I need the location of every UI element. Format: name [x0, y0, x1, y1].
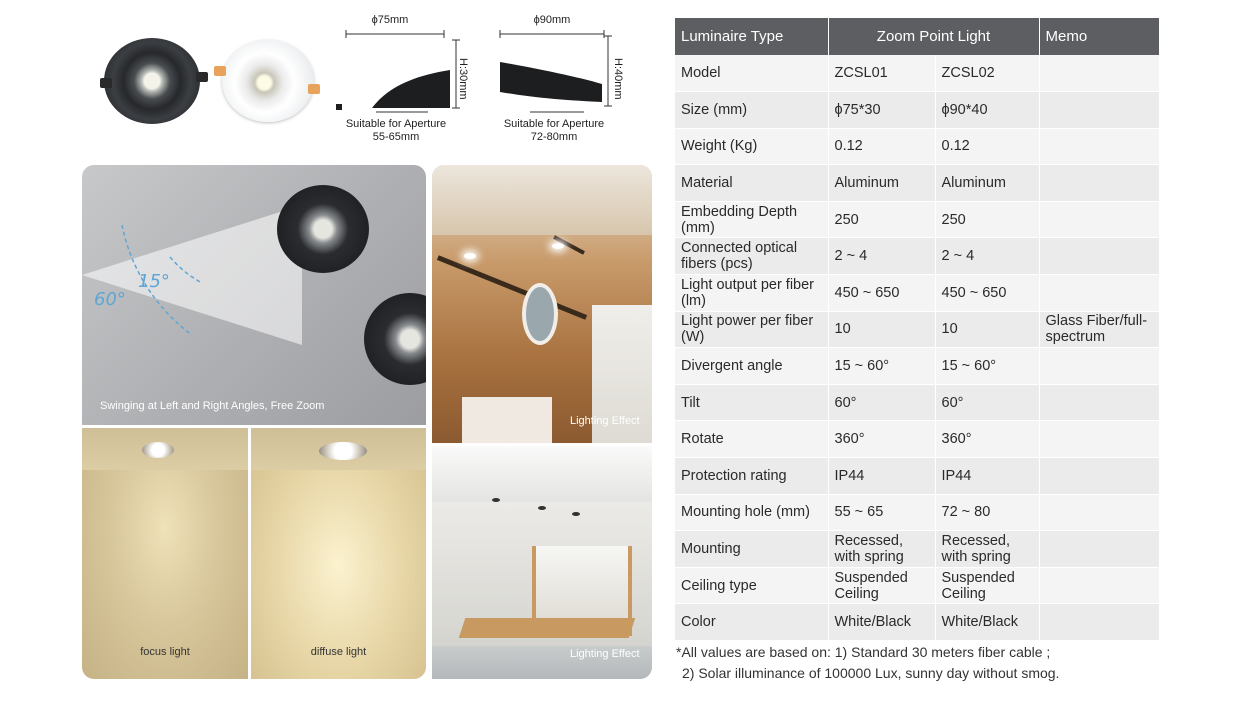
header-memo: Memo — [1039, 18, 1159, 55]
row-label: Color — [675, 604, 828, 641]
angle-60-label: 60° — [94, 289, 126, 310]
table-row — [675, 348, 1159, 385]
large-aperture-text — [492, 118, 616, 144]
wall-lighting-photo — [432, 165, 652, 443]
table-row — [675, 238, 1159, 275]
zcsl02-value: White/Black — [935, 604, 1039, 641]
row-label: Mounting hole (mm) — [675, 494, 828, 531]
small-aperture-label: Suitable for Aperture — [345, 118, 447, 130]
ceiling-spot — [572, 512, 580, 516]
zcsl02-value: 250 — [935, 201, 1039, 238]
footnote-line-2: 2) Solar illuminance of 100000 Lux, sunny day without smog. — [682, 665, 1060, 681]
row-label: Divergent angle — [675, 348, 828, 385]
white-downlight-image — [222, 40, 314, 122]
swing-angle-photo — [82, 165, 426, 425]
swing-caption: Swinging at Left and Right Angles, Free Zoom — [100, 400, 325, 412]
zcsl01-value: 10 — [828, 311, 935, 348]
zcsl02-value: 60° — [935, 384, 1039, 421]
memo-value — [1039, 201, 1159, 238]
zcsl02-value: Aluminum — [935, 165, 1039, 202]
table-row — [675, 494, 1159, 531]
zcsl02-value: IP44 — [935, 458, 1039, 495]
table-row — [675, 275, 1159, 312]
memo-value — [1039, 128, 1159, 165]
zcsl01-value: 450 ~ 650 — [828, 275, 935, 312]
memo-value — [1039, 494, 1159, 531]
table-row — [675, 201, 1159, 238]
row-label: Embedding Depth (mm) — [675, 201, 828, 238]
footnote-line-1: *All values are based on: 1) Standard 30 meters fiber cable ; — [676, 644, 1051, 660]
diffuse-caption: diffuse light — [310, 646, 367, 658]
row-label: Size (mm) — [675, 92, 828, 129]
table-row — [675, 311, 1159, 348]
memo-value: Glass Fiber/full-spectrum — [1039, 311, 1159, 348]
zcsl01-value: 2 ~ 4 — [828, 238, 935, 275]
zcsl01-value: 15 ~ 60° — [828, 348, 935, 385]
memo-value — [1039, 531, 1159, 568]
small-diameter-label: ϕ75mm — [371, 14, 409, 26]
table-row — [675, 421, 1159, 458]
zcsl01-value: IP44 — [828, 458, 935, 495]
white-spring-clip — [308, 84, 320, 94]
header-zoom-point-light: Zoom Point Light — [828, 18, 1039, 55]
ceiling-spot — [538, 506, 546, 510]
ceiling — [432, 165, 652, 235]
diffuse-light-photo — [251, 428, 426, 679]
zcsl01-value: ZCSL01 — [828, 55, 935, 92]
kitchen-caption: Lighting Effect — [570, 648, 640, 660]
table-row — [675, 604, 1159, 641]
spec-table — [675, 18, 1160, 641]
angle-arcs — [82, 165, 426, 425]
table-row — [675, 92, 1159, 129]
zcsl01-value: 360° — [828, 421, 935, 458]
focus-light-photo — [82, 428, 248, 679]
round-mirror — [522, 283, 558, 345]
memo-value — [1039, 55, 1159, 92]
zcsl01-value: White/Black — [828, 604, 935, 641]
spot-light — [464, 253, 476, 259]
black-spring-clip — [100, 78, 112, 88]
zcsl02-value: ϕ90*40 — [935, 92, 1039, 129]
memo-value — [1039, 384, 1159, 421]
display-shelf — [462, 397, 552, 443]
wall-caption: Lighting Effect — [570, 415, 640, 427]
table-row — [675, 384, 1159, 421]
large-diameter-label: ϕ90mm — [533, 14, 571, 26]
kitchen-lighting-photo — [432, 446, 652, 679]
table-row — [675, 165, 1159, 202]
zcsl02-value: Recessed, with spring — [935, 531, 1039, 568]
zcsl01-value: 250 — [828, 201, 935, 238]
memo-value — [1039, 238, 1159, 275]
header-luminaire-type: Luminaire Type — [675, 18, 828, 55]
large-height-label: H:40mm — [612, 58, 624, 100]
memo-value — [1039, 275, 1159, 312]
kitchen-island — [459, 618, 635, 638]
small-aperture-text — [334, 118, 458, 144]
small-dimension-drawing — [332, 26, 472, 118]
row-label: Light power per fiber (W) — [675, 311, 828, 348]
zcsl02-value: 10 — [935, 311, 1039, 348]
zcsl02-value: 450 ~ 650 — [935, 275, 1039, 312]
row-label: Connected optical fibers (pcs) — [675, 238, 828, 275]
zcsl01-value: 60° — [828, 384, 935, 421]
row-label: Light output per fiber (lm) — [675, 275, 828, 312]
table-row — [675, 531, 1159, 568]
memo-value — [1039, 92, 1159, 129]
memo-value — [1039, 165, 1159, 202]
black-downlight-image — [104, 38, 200, 124]
row-label: Weight (Kg) — [675, 128, 828, 165]
row-label: Tilt — [675, 384, 828, 421]
zcsl02-value: ZCSL02 — [935, 55, 1039, 92]
zcsl02-value: 360° — [935, 421, 1039, 458]
white-spring-clip — [214, 66, 226, 76]
small-height-label: H:30mm — [457, 58, 469, 100]
row-label: Rotate — [675, 421, 828, 458]
diffuse-downlight — [319, 442, 367, 460]
angle-15-label: 15° — [138, 271, 170, 292]
table-row — [675, 458, 1159, 495]
tilted-downlight — [277, 185, 369, 273]
row-label: Protection rating — [675, 458, 828, 495]
memo-value — [1039, 604, 1159, 641]
table-row — [675, 128, 1159, 165]
table-header-row — [675, 18, 1159, 55]
ceiling — [432, 446, 652, 502]
zcsl01-value: 0.12 — [828, 128, 935, 165]
row-label: Mounting — [675, 531, 828, 568]
zcsl02-value: 15 ~ 60° — [935, 348, 1039, 385]
zcsl01-value: Recessed, with spring — [828, 531, 935, 568]
row-label: Material — [675, 165, 828, 202]
table-row — [675, 567, 1159, 604]
zcsl01-value: Aluminum — [828, 165, 935, 202]
spec-table-body — [675, 55, 1159, 641]
spot-light — [552, 243, 564, 249]
memo-value — [1039, 567, 1159, 604]
zcsl02-value: Suspended Ceiling — [935, 567, 1039, 604]
small-aperture-range: 55-65mm — [372, 131, 420, 143]
memo-value — [1039, 421, 1159, 458]
row-label: Ceiling type — [675, 567, 828, 604]
focus-downlight — [142, 442, 174, 458]
ceiling-spot — [492, 498, 500, 502]
zcsl01-value: ϕ75*30 — [828, 92, 935, 129]
zcsl01-value: 55 ~ 65 — [828, 494, 935, 531]
black-spring-clip — [196, 72, 208, 82]
zcsl01-value: Suspended Ceiling — [828, 567, 935, 604]
large-aperture-range: 72-80mm — [530, 131, 578, 143]
zcsl02-value: 72 ~ 80 — [935, 494, 1039, 531]
memo-value — [1039, 458, 1159, 495]
row-label: Model — [675, 55, 828, 92]
focus-caption: focus light — [140, 646, 190, 658]
zcsl02-value: 0.12 — [935, 128, 1039, 165]
memo-value — [1039, 348, 1159, 385]
zcsl02-value: 2 ~ 4 — [935, 238, 1039, 275]
wall-groove — [437, 255, 587, 320]
large-dimension-drawing — [494, 26, 624, 118]
large-aperture-label: Suitable for Aperture — [503, 118, 605, 130]
table-row — [675, 55, 1159, 92]
